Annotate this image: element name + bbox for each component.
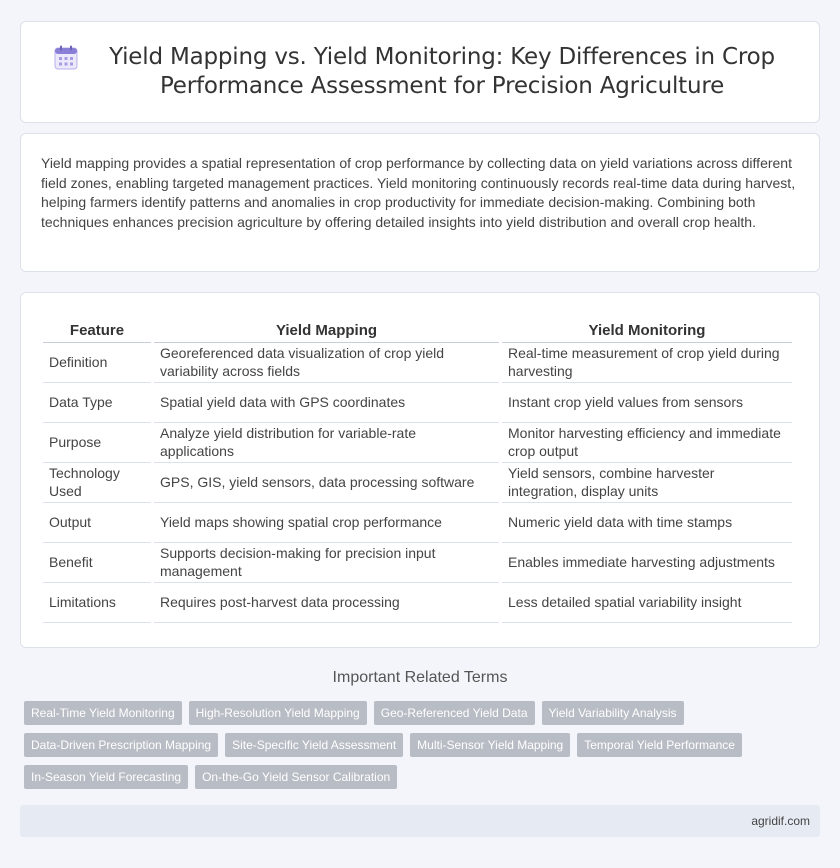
row-feature: Definition [43, 343, 151, 383]
row-yield-mapping: GPS, GIS, yield sensors, data processing software [154, 463, 499, 503]
row-yield-monitoring: Less detailed spatial variability insight [502, 583, 792, 623]
intro-card [20, 133, 820, 272]
header-yield-mapping: Yield Mapping [154, 313, 499, 343]
title-card [20, 21, 820, 123]
row-feature: Purpose [43, 423, 151, 463]
comparison-card [20, 292, 820, 648]
row-yield-mapping: Georeferenced data visualization of crop yield variability across fields [154, 343, 499, 383]
table-row [43, 343, 792, 383]
related-term-tag[interactable]: Site-Specific Yield Assessment [225, 733, 403, 757]
page-title: Yield Mapping vs. Yield Monitoring: Key Differences in Crop Performance Assessment for Precision Agriculture [109, 44, 775, 99]
table-row [43, 503, 792, 543]
footer-site-link[interactable]: agridif.com [751, 814, 810, 828]
related-term-tag[interactable]: Multi-Sensor Yield Mapping [410, 733, 570, 757]
calendar-icon [51, 43, 81, 73]
table-header-row [43, 313, 792, 343]
footer [20, 805, 820, 837]
row-yield-mapping: Supports decision-making for precision input management [154, 543, 499, 583]
row-feature: Limitations [43, 583, 151, 623]
intro-text: Yield mapping provides a spatial representation of crop performance by collecting data on yield variations across different field zones, enabling targeted management practices. Yield monitoring continuously records real-time data during harvest, helping farmers identify patterns and anomalies in crop productivity for immediate decision-making. Combining both techniques enhances precision agriculture by offering detailed insights into yield distribution and overall crop health. [41, 155, 796, 231]
table-row [43, 543, 792, 583]
row-yield-monitoring: Real-time measurement of crop yield during harvesting [502, 343, 792, 383]
related-terms-list [24, 701, 824, 797]
related-term-tag[interactable]: Real-Time Yield Monitoring [24, 701, 182, 725]
related-term-tag[interactable]: Geo-Referenced Yield Data [374, 701, 535, 725]
related-term-tag[interactable]: On-the-Go Yield Sensor Calibration [195, 765, 397, 789]
table-row [43, 383, 792, 423]
row-yield-monitoring: Enables immediate harvesting adjustments [502, 543, 792, 583]
row-yield-monitoring: Numeric yield data with time stamps [502, 503, 792, 543]
header-yield-monitoring: Yield Monitoring [502, 313, 792, 343]
related-term-tag[interactable]: High-Resolution Yield Mapping [189, 701, 367, 725]
related-term-tag[interactable]: Temporal Yield Performance [577, 733, 742, 757]
row-feature: Output [43, 503, 151, 543]
row-yield-monitoring: Instant crop yield values from sensors [502, 383, 792, 423]
row-yield-monitoring: Yield sensors, combine harvester integration, display units [502, 463, 792, 503]
row-yield-mapping: Analyze yield distribution for variable-rate applications [154, 423, 499, 463]
table-row [43, 423, 792, 463]
row-yield-mapping: Spatial yield data with GPS coordinates [154, 383, 499, 423]
related-term-tag[interactable]: Yield Variability Analysis [542, 701, 684, 725]
related-terms-title: Important Related Terms [332, 669, 508, 686]
row-yield-monitoring: Monitor harvesting efficiency and immediate crop output [502, 423, 792, 463]
related-term-tag[interactable]: Data-Driven Prescription Mapping [24, 733, 218, 757]
row-yield-mapping: Yield maps showing spatial crop performance [154, 503, 499, 543]
row-feature: Technology Used [43, 463, 151, 503]
row-feature: Data Type [43, 383, 151, 423]
table-row [43, 583, 792, 623]
row-feature: Benefit [43, 543, 151, 583]
row-yield-mapping: Requires post-harvest data processing [154, 583, 499, 623]
related-term-tag[interactable]: In-Season Yield Forecasting [24, 765, 188, 789]
table-row [43, 463, 792, 503]
comparison-table [40, 313, 795, 623]
header-feature: Feature [43, 313, 151, 343]
